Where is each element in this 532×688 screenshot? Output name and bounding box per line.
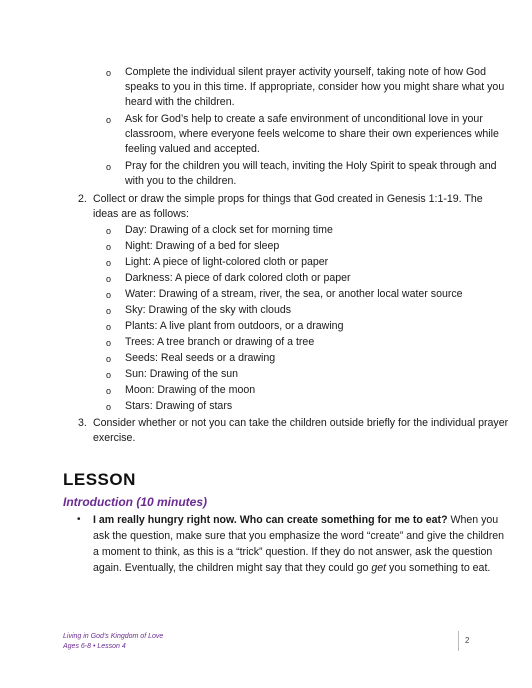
prop-item: Stars: Drawing of stars bbox=[125, 400, 233, 412]
sub-bullet: o bbox=[106, 354, 112, 364]
lesson-line: a moment to think, as this is a “trick” question. If they do not answer, ask the question bbox=[93, 546, 493, 558]
sub-bullet: o bbox=[106, 242, 112, 252]
prop-item: Seeds: Real seeds or a drawing bbox=[125, 352, 276, 364]
prop-item: Light: A piece of light-colored cloth or paper bbox=[125, 256, 329, 268]
lesson-line bbox=[93, 514, 498, 527]
section-heading: LESSON bbox=[63, 470, 136, 489]
lesson-text: you something to eat. bbox=[386, 562, 491, 574]
page-number: 2 bbox=[465, 636, 470, 645]
lesson-line: ask the question, make sure that you emphasize the word “create” and give the children bbox=[93, 530, 505, 542]
sub-bullet: o bbox=[106, 226, 112, 236]
lesson-text: again. Eventually, the children might say that they could go bbox=[93, 562, 372, 574]
sub-bullet: o bbox=[106, 162, 112, 172]
prop-item: Plants: A live plant from outdoors, or a drawing bbox=[125, 320, 344, 332]
prep-text: heard with the children. bbox=[125, 96, 235, 108]
step-number: 2. bbox=[78, 193, 87, 205]
footer-divider bbox=[458, 631, 459, 651]
prep-text: feeling valued and accepted. bbox=[125, 143, 260, 155]
sub-bullet: o bbox=[106, 306, 112, 316]
prop-item: Trees: A tree branch or drawing of a tree bbox=[125, 336, 315, 348]
prep-text: classroom, where everyone feels welcome to share their own experiences while bbox=[125, 128, 499, 140]
prop-item: Water: Drawing of a stream, river, the sea, or another local water source bbox=[125, 288, 463, 300]
prep-text: speaks to you in this time. If appropriate, consider how you might share what you bbox=[125, 81, 505, 93]
sub-bullet: o bbox=[106, 322, 112, 332]
prep-text: Ask for God’s help to create a safe environment of unconditional love in your bbox=[125, 113, 483, 125]
lesson-text: When you bbox=[447, 514, 499, 526]
sub-bullet: o bbox=[106, 338, 112, 348]
sub-bullet: o bbox=[106, 402, 112, 412]
step-number: 3. bbox=[78, 417, 87, 429]
sub-bullet: o bbox=[106, 386, 112, 396]
footer-title: Living in God’s Kingdom of Love bbox=[63, 633, 164, 640]
sub-bullet: o bbox=[106, 290, 112, 300]
step-text: Consider whether or not you can take the children outside briefly for the individual prayer bbox=[93, 417, 509, 429]
prop-item: Moon: Drawing of the moon bbox=[125, 384, 256, 396]
prop-item: Night: Drawing of a bed for sleep bbox=[125, 240, 280, 252]
sub-bullet: o bbox=[106, 115, 112, 125]
prep-text: Pray for the children you will teach, inviting the Holy Spirit to speak through and bbox=[125, 160, 497, 172]
sub-bullet: o bbox=[106, 274, 112, 284]
prop-item: Darkness: A piece of dark colored cloth or paper bbox=[125, 272, 351, 284]
prop-item: Sun: Drawing of the sun bbox=[125, 368, 239, 380]
step-text: Collect or draw the simple props for things that God created in Genesis 1:1-19. The bbox=[93, 193, 483, 205]
lesson-line bbox=[93, 562, 490, 575]
step-text: ideas are as follows: bbox=[93, 208, 189, 220]
prep-text: Complete the individual silent prayer activity yourself, taking note of how God bbox=[125, 66, 486, 78]
sub-bullet: o bbox=[106, 370, 112, 380]
prop-item: Sky: Drawing of the sky with clouds bbox=[125, 304, 292, 316]
prop-item: Day: Drawing of a clock set for morning time bbox=[125, 224, 333, 236]
question-text: I am really hungry right now. Who can create something for me to eat? bbox=[93, 514, 448, 526]
footer-subtitle: Ages 6-8 • Lesson 4 bbox=[63, 643, 126, 650]
section-subheading: Introduction (10 minutes) bbox=[63, 495, 207, 509]
emphasis-text: get bbox=[371, 562, 387, 574]
sub-bullet: o bbox=[106, 258, 112, 268]
step-text: exercise. bbox=[93, 432, 136, 444]
prep-text: with you to the children. bbox=[125, 175, 237, 187]
bullet-dot: • bbox=[77, 514, 81, 525]
sub-bullet: o bbox=[106, 68, 112, 78]
